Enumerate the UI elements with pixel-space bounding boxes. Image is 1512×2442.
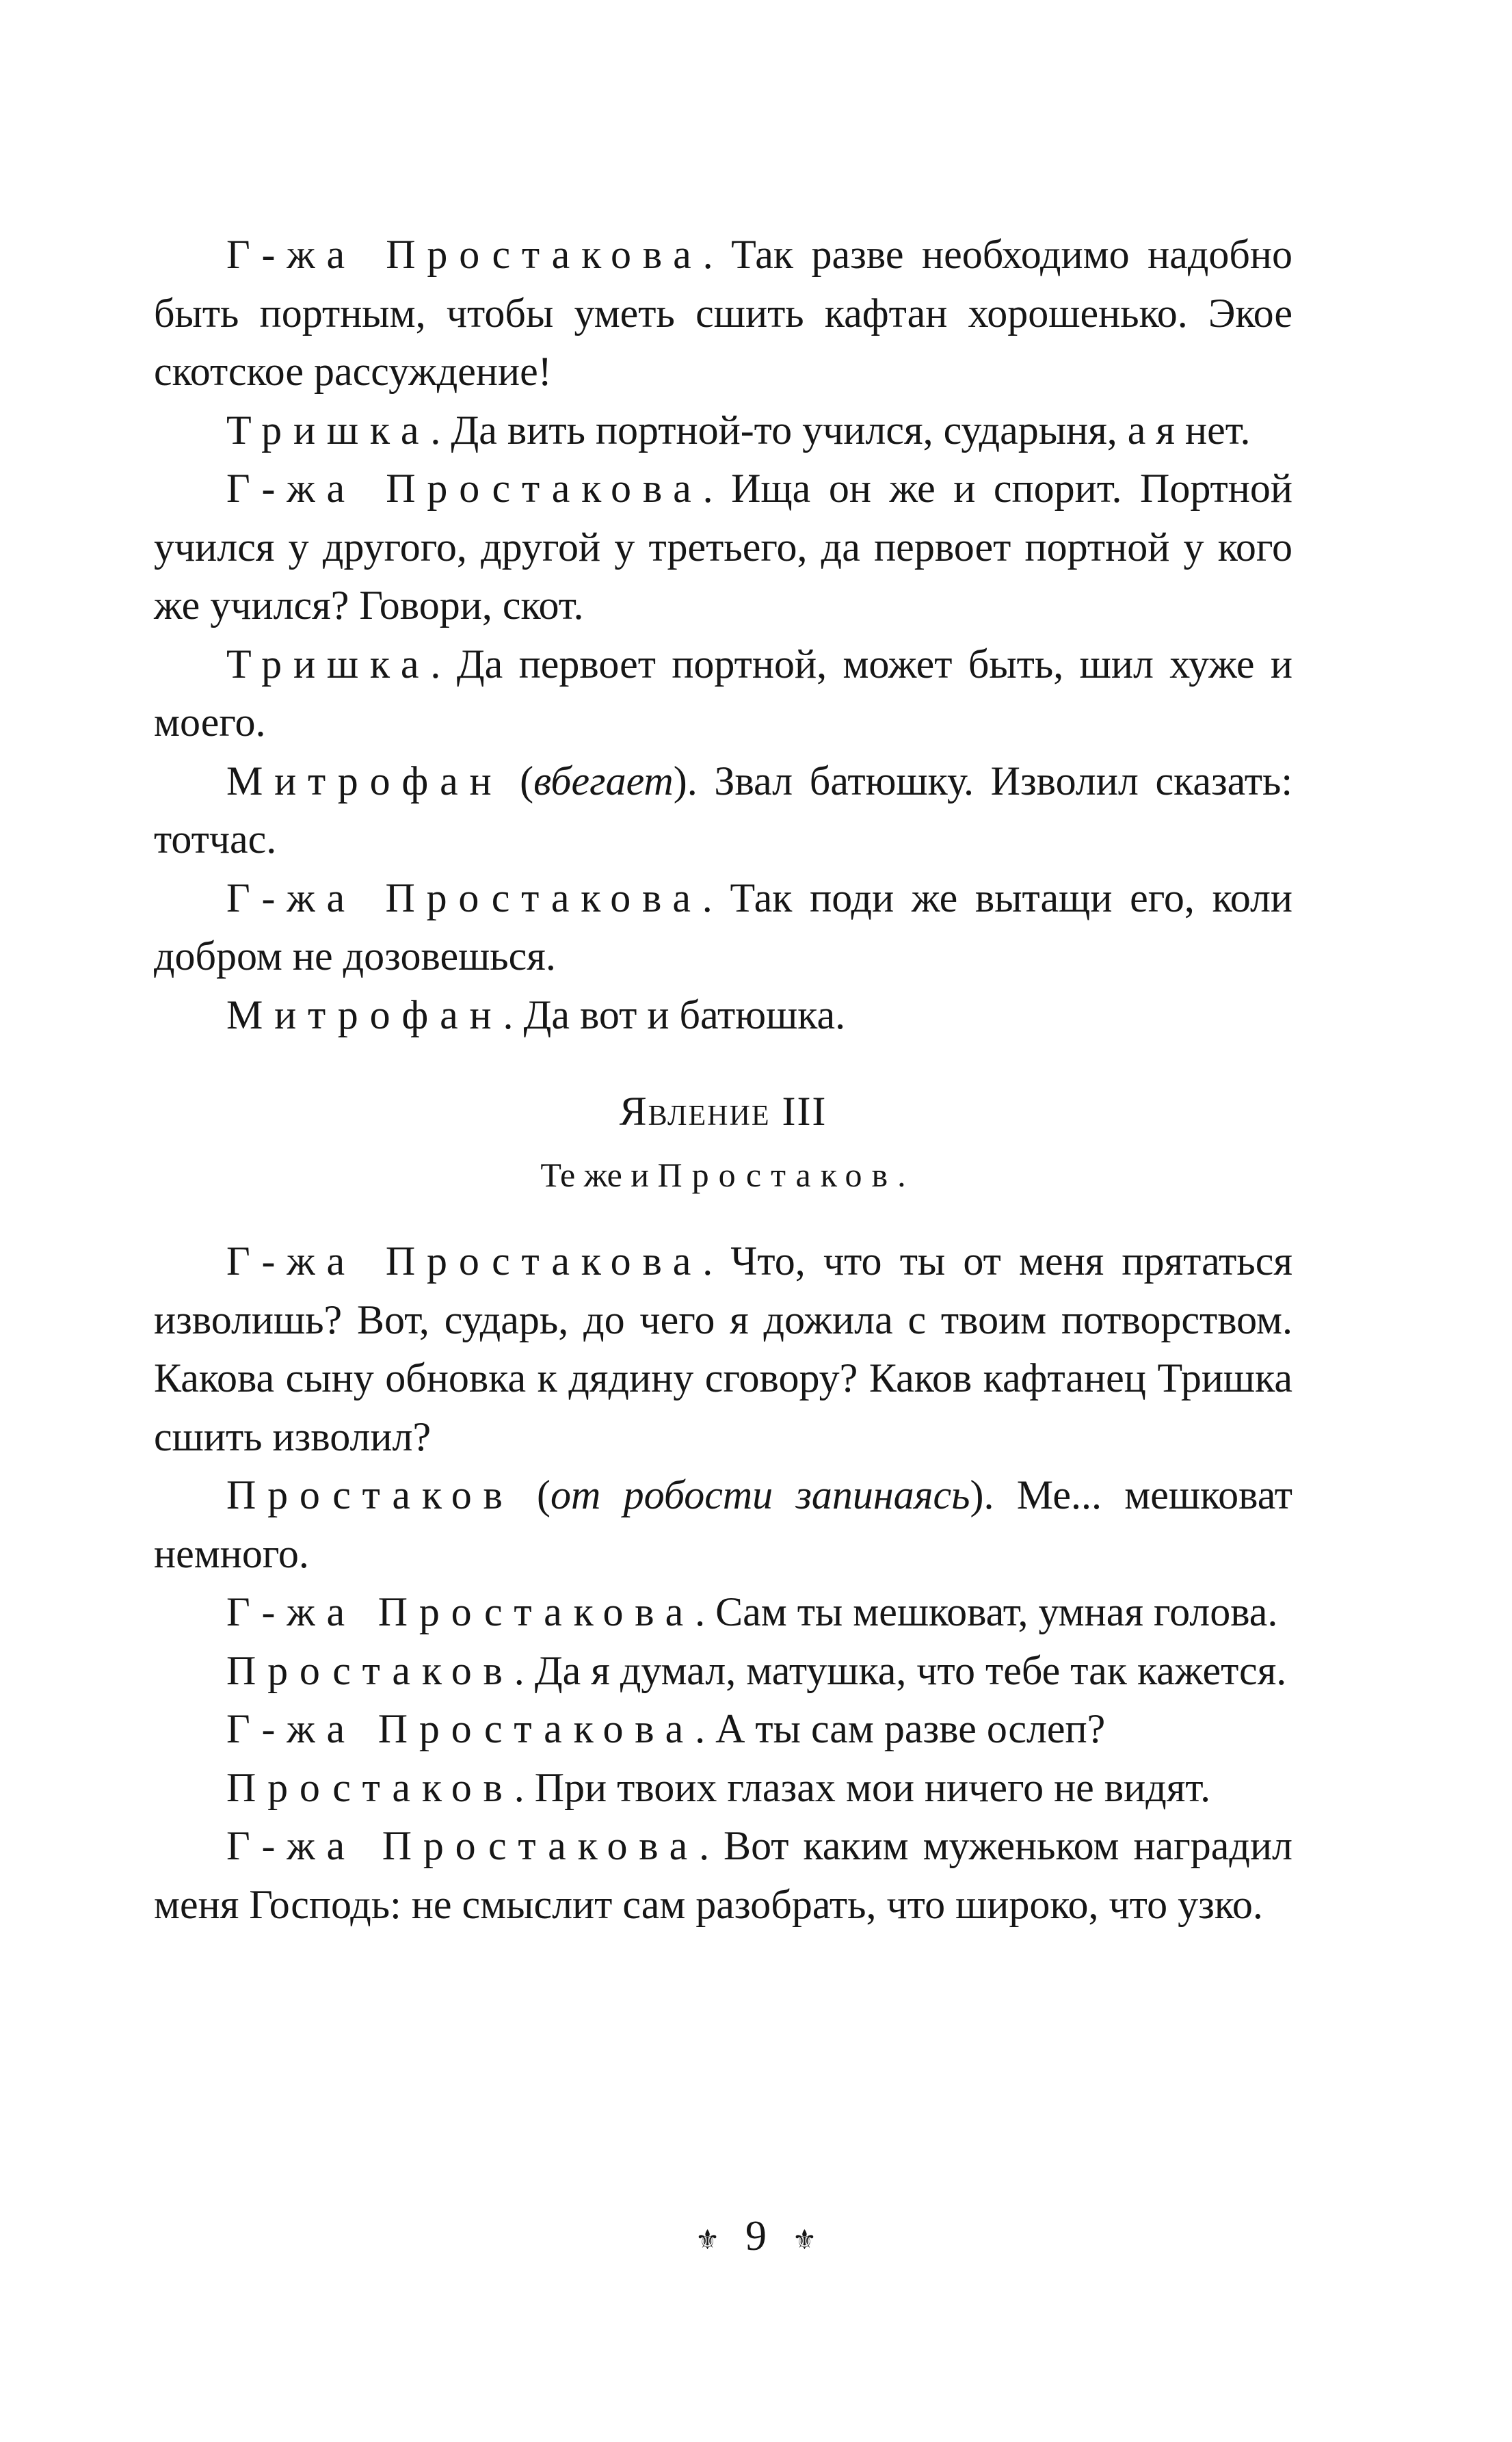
page-text <box>154 226 1292 1934</box>
line-text: ( <box>514 1472 551 1517</box>
cast-suffix: . <box>897 1156 906 1194</box>
page-folio <box>0 2209 1512 2268</box>
dialogue-line <box>154 1759 1292 1818</box>
line-text: . Так разве необходимо надобно быть портным, чтобы уметь сшить кафтан хорошенько. Экое скотское рассуждение! <box>154 232 1293 394</box>
dialogue-line <box>154 869 1292 986</box>
dialogue-line <box>154 401 1292 460</box>
line-text: . Да я думал, матушка, что тебе так кажется. <box>514 1647 1287 1693</box>
speaker-name: Г-жа Простакова <box>226 1238 703 1284</box>
line-text: . При твоих глазах мои ничего не видят. <box>514 1764 1211 1810</box>
line-text: . Да вить портной-то учился, сударыня, а я нет. <box>430 407 1251 453</box>
line-text: . Да вот и батюшка. <box>503 992 846 1037</box>
scene-heading: Явление III <box>619 1089 827 1134</box>
cast-prefix: Те же и <box>540 1156 658 1194</box>
line-text: . Ища он же и спорит. Портной учился у другого, другой у третьего, да первоет портной у кого же учился? Говори, скот. <box>154 466 1292 628</box>
dialogue-line <box>154 635 1292 752</box>
cast-name: Простаков <box>657 1156 898 1194</box>
speaker-name: Г-жа Простакова <box>226 875 702 920</box>
stage-direction: вбегает <box>533 758 674 804</box>
dialogue-line <box>154 1232 1292 1466</box>
speaker-name: Простаков <box>226 1647 514 1693</box>
speaker-name: Г-жа Простакова <box>226 1589 695 1634</box>
speaker-name: Г-жа Простакова <box>226 1706 695 1751</box>
speaker-name: Митрофан <box>226 992 503 1037</box>
line-text: . Вот каким муженьком наградил меня Господь: не смыслит сам разобрать, что широко, что узко. <box>154 1823 1292 1927</box>
speaker-name: Тришка <box>226 641 431 687</box>
speaker-name: Простаков <box>226 1472 514 1517</box>
dialogue-line <box>154 226 1292 401</box>
speaker-name: Г-жа Простакова <box>226 466 703 511</box>
speaker-name: Г-жа Простакова <box>226 1823 700 1868</box>
dialogue-line <box>154 1700 1292 1759</box>
ornament-flourish-icon: ⚜ <box>792 2224 817 2255</box>
line-text: . Сам ты мешковат, умная голова. <box>695 1589 1278 1634</box>
dialogue-block-1 <box>154 226 1292 1044</box>
speaker-name: Тришка <box>226 407 431 453</box>
stage-direction: от робости запинаясь <box>550 1472 970 1517</box>
line-text: ). Звал батюшку. Изволил сказать: тотчас. <box>154 758 1293 862</box>
dialogue-line <box>154 1642 1292 1701</box>
dialogue-line <box>154 986 1292 1045</box>
dialogue-line <box>154 1583 1292 1642</box>
scene-cast <box>154 1147 1292 1202</box>
line-text: . Так поди же вытащи его, коли добром не дозовешься. <box>154 875 1292 979</box>
dialogue-line <box>154 1817 1292 1934</box>
dialogue-line <box>154 752 1292 869</box>
dialogue-block-2 <box>154 1232 1292 1934</box>
dialogue-line <box>154 1466 1292 1583</box>
line-text: ( <box>503 758 534 804</box>
line-text: . Что, что ты от меня прятаться изволишь? Вот, сударь, до чего я дожила с твоим потворством. Какова сыну обновка к дядину сговору? Каков кафтанец Тришка сшить изволил? <box>154 1238 1292 1459</box>
speaker-name: Г-жа Простакова <box>226 232 703 277</box>
line-text: . А ты сам разве ослеп? <box>695 1706 1106 1751</box>
speaker-name: Митрофан <box>226 758 503 804</box>
speaker-name: Простаков <box>226 1764 514 1810</box>
dialogue-line <box>154 460 1292 635</box>
line-text: ). Ме... мешковат немного. <box>154 1472 1293 1576</box>
ornament-flourish-icon: ⚜ <box>695 2224 720 2255</box>
page-number: 9 <box>745 2213 767 2259</box>
line-text: . Да первоет портной, может быть, шил хуже и моего. <box>154 641 1292 745</box>
